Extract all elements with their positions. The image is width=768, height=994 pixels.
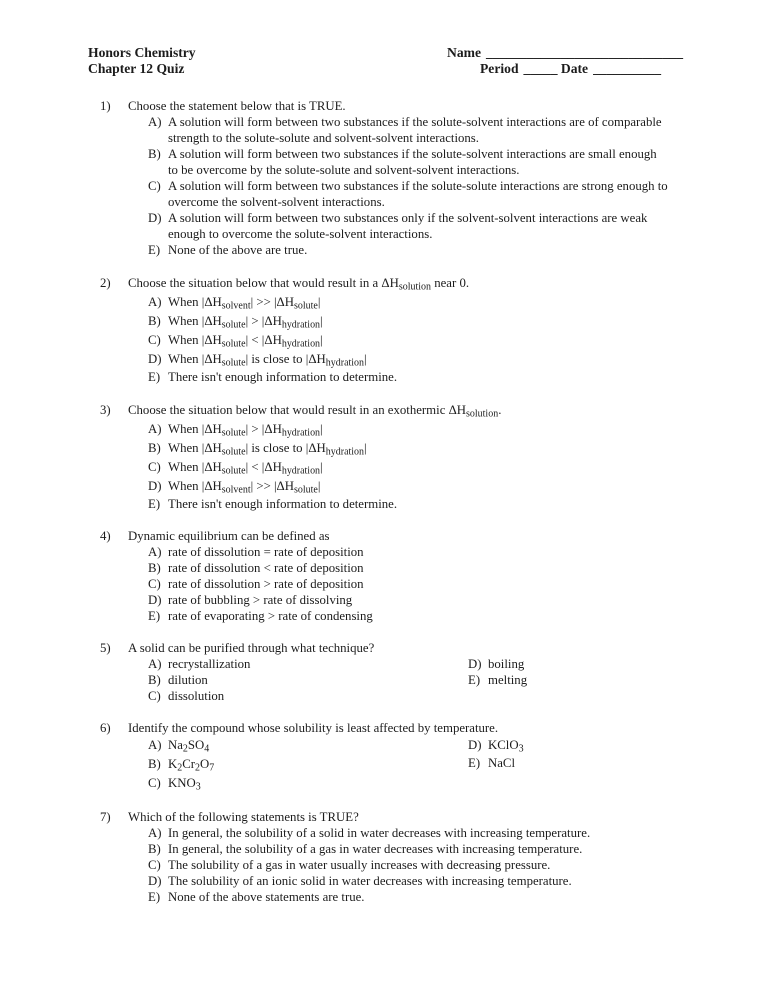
option-text: None of the above are true. [168,243,308,257]
option-text: A solution will form between two substances only if the solvent-solvent interactions are weak enough to overcome the solute-solvent interactions. [168,211,648,241]
option-row [148,873,720,889]
option-list [148,293,720,385]
subscript-text: solute [221,357,246,369]
option-letter: D) [148,352,162,366]
option-letter: B) [148,842,161,856]
subscript-text: 4 [204,743,210,755]
question-number: 1) [100,99,111,113]
option-letter: D) [148,874,162,888]
option-row [148,331,720,350]
option-row [468,736,720,755]
question-number: 4) [100,529,111,543]
question-text: Choose the situation below that would result in an exothermic $\Delta H_{solution}$. [128,403,502,420]
option-letter: E) [148,370,161,384]
option-text: rate of dissolution > rate of deposition [168,577,364,591]
subscript-text: solvent [221,484,251,496]
option-text: When $|\Delta H_{solute}| > |\Delta H_{hydration}|$ [168,314,323,331]
option-row [148,736,468,755]
option-text: rate of evaporating > rate of condensing [168,609,373,623]
option-row [148,755,468,774]
subscript-text: hydration [281,427,321,439]
option-letter: E) [148,609,161,623]
option-list [148,825,720,905]
question-1 [100,98,720,258]
option-text: rate of dissolution < rate of deposition [168,561,364,575]
subscript-text: 3 [518,743,524,755]
subscript-text: hydration [281,465,321,477]
option-row [148,672,468,688]
course-title: Honors Chemistry [88,45,196,60]
document-header [0,0,768,77]
option-row [468,656,720,672]
option-text: When $|\Delta H_{solute}|$ is close to $|\Delta H_{hydration}|$ [168,441,367,458]
question-number: 3) [100,403,111,417]
option-text: A solution will form between two substances if the solute-solute interactions are strong enough to overcome the solvent-solvent interactions. [168,179,668,209]
option-column-1 [148,656,468,704]
question-line [100,720,720,736]
question-line [100,640,720,656]
question-line [100,528,720,544]
question-text: Which of the following statements is TRUE? [128,810,359,824]
option-text: A solution will form between two substances if the solute-solvent interactions are of comparable strength to the solute-solute and solvent-solvent interactions. [168,115,662,145]
option-columns [148,656,720,704]
option-row [148,774,468,793]
option-text: rate of bubbling > rate of dissolving [168,593,353,607]
option-text: NaCl [488,756,516,770]
name-row [447,45,683,61]
option-row [148,825,720,841]
option-letter: C) [148,776,161,790]
option-list [148,114,720,258]
option-letter: C) [148,333,161,347]
option-row [148,293,720,312]
option-text: There isn't enough information to determine. [168,497,398,511]
option-row [148,576,720,592]
option-letter: B) [148,757,161,771]
option-text: In general, the solubility of a gas in water decreases with increasing temperature. [168,842,583,856]
option-letter: E) [148,243,161,257]
subscript-text: solute [294,300,318,312]
subscript-text: 3 [195,781,201,793]
subscript-text: 2 [177,762,183,774]
option-row [148,114,720,146]
option-letter: C) [148,577,161,591]
option-list [148,420,720,512]
option-letter: E) [148,890,161,904]
subscript-text: solute [294,484,318,496]
option-letter: A) [148,545,162,559]
option-text: boiling [488,657,525,671]
question-3 [100,401,720,512]
option-row [148,350,720,369]
option-letter: D) [148,593,162,607]
date-label: Date [560,61,589,76]
quiz-title: Chapter 12 Quiz [88,61,185,76]
option-letter: C) [148,689,161,703]
question-list [100,98,720,921]
option-text: melting [488,673,528,687]
option-row [148,178,720,210]
option-text: When $|\Delta H_{solvent}| >> |\Delta H_{solute}|$ [168,479,321,496]
question-number: 7) [100,810,111,824]
option-row [148,889,720,905]
option-text: $KNO_3$ [168,776,201,793]
option-row [148,439,720,458]
option-text: dissolution [168,689,225,703]
option-letter: A) [148,115,162,129]
option-text: When $|\Delta H_{solute}| < |\Delta H_{hydration}|$ [168,333,323,350]
option-row [148,608,720,624]
subscript-text: solvent [221,300,251,312]
option-row [468,755,720,771]
option-row [148,560,720,576]
option-row [148,688,468,704]
option-letter: B) [148,314,161,328]
name-blank-line: _____________________________ [485,45,684,60]
option-letter: B) [148,147,161,161]
subscript-text: solute [221,427,246,439]
period-label: Period [480,61,519,76]
option-row [148,496,720,512]
date-blank-line: __________ [593,61,662,76]
option-column-1 [148,736,468,793]
option-row [148,146,720,178]
option-column-2 [468,656,720,688]
subscript-text: 7 [209,762,215,774]
option-letter: A) [148,657,162,671]
question-text: Choose the situation below that would result in a $\Delta H_{solution}$ near 0. [128,276,470,293]
question-line [100,809,720,825]
question-line [100,98,720,114]
question-5 [100,640,720,704]
subscript-text: hydration [281,319,321,331]
option-row [148,592,720,608]
name-label: Name [447,45,481,60]
option-letter: C) [148,858,161,872]
option-text: The solubility of a gas in water usually increases with decreasing pressure. [168,858,551,872]
question-text: A solid can be purified through what technique? [128,641,375,655]
option-row [148,477,720,496]
option-row [148,458,720,477]
option-text: When $|\Delta H_{solute}|$ is close to $|\Delta H_{hydration}|$ [168,352,367,369]
question-number: 5) [100,641,111,655]
option-columns [148,736,720,793]
subscript-text: hydration [325,446,365,458]
question-number: 2) [100,276,111,290]
subscript-text: solute [221,446,246,458]
question-4 [100,528,720,624]
option-text: When $|\Delta H_{solute}| > |\Delta H_{hydration}|$ [168,422,323,439]
option-row [148,544,720,560]
subscript-text: solute [221,465,246,477]
option-row [148,369,720,385]
subscript-text: solute [221,319,246,331]
question-text: Dynamic equilibrium can be defined as [128,529,330,543]
option-list [148,544,720,624]
option-text: recrystallization [168,657,251,671]
option-letter: C) [148,179,161,193]
option-letter: E) [468,756,481,770]
question-line [100,274,720,293]
header-left-block [88,45,196,77]
option-letter: D) [468,657,482,671]
option-letter: B) [148,673,161,687]
option-letter: A) [148,738,162,752]
option-text: A solution will form between two substances if the solute-solvent interactions are small enough to be overcome by the solute-solute and solvent-solvent interactions. [168,147,657,177]
option-text: There isn't enough information to determine. [168,370,398,384]
option-text: When $|\Delta H_{solvent}| >> |\Delta H_{solute}|$ [168,295,321,312]
period-blank-line: _____ [523,61,558,76]
option-letter: B) [148,561,161,575]
option-text: None of the above statements are true. [168,890,365,904]
option-row [148,210,720,242]
subscript-text: 2 [195,762,201,774]
question-number: 6) [100,721,111,735]
subscript-text: solution [466,408,499,420]
option-text: rate of dissolution = rate of deposition [168,545,364,559]
question-2 [100,274,720,385]
subscript-text: hydration [281,338,321,350]
question-text: Identify the compound whose solubility is least affected by temperature. [128,721,499,735]
option-row [148,841,720,857]
question-6 [100,720,720,793]
option-letter: E) [468,673,481,687]
option-letter: D) [468,738,482,752]
option-text: $K_2Cr_2O_7$ [168,757,215,774]
subscript-text: 2 [182,743,188,755]
option-row [148,312,720,331]
question-7 [100,809,720,905]
question-text: Choose the statement below that is TRUE. [128,99,346,113]
option-text: dilution [168,673,208,687]
option-row [148,656,468,672]
option-letter: A) [148,826,162,840]
option-letter: B) [148,441,161,455]
option-text: The solubility of an ionic solid in water decreases with increasing temperature. [168,874,572,888]
option-text: $Na_2SO_4$ [168,738,210,755]
option-row [148,242,720,258]
question-line [100,401,720,420]
option-row [148,420,720,439]
option-letter: D) [148,211,162,225]
subscript-text: solute [221,338,246,350]
option-row [148,857,720,873]
option-letter: A) [148,422,162,436]
option-letter: A) [148,295,162,309]
period-date-row [480,61,683,77]
option-letter: C) [148,460,161,474]
option-text: When $|\Delta H_{solute}| < |\Delta H_{hydration}|$ [168,460,323,477]
option-text: KClO$_3$ [488,738,524,755]
subscript-text: solution [398,281,432,293]
option-column-2 [468,736,720,771]
option-letter: E) [148,497,161,511]
option-text: In general, the solubility of a solid in water decreases with increasing temperature. [168,826,591,840]
option-letter: D) [148,479,162,493]
subscript-text: hydration [325,357,365,369]
header-right-block [447,45,683,77]
option-row [468,672,720,688]
